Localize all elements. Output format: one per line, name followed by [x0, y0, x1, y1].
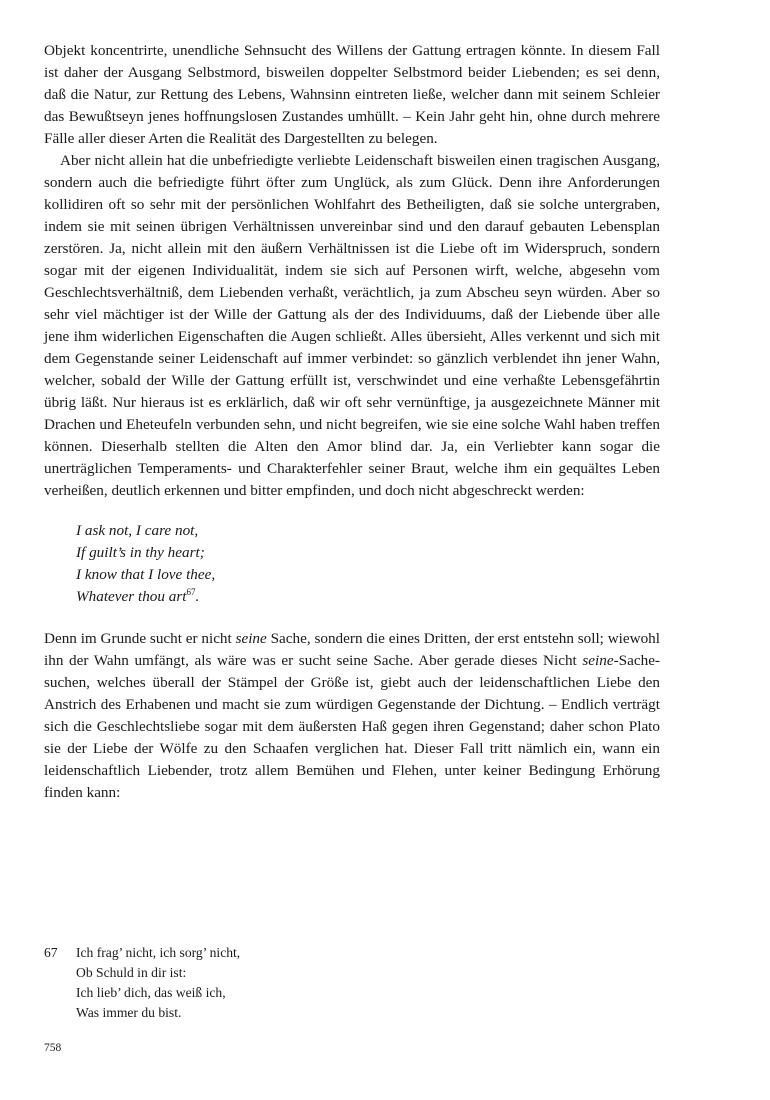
poem-line-last: [76, 586, 660, 608]
footnote-number: 67: [44, 945, 58, 960]
footnote-reference[interactable]: 67: [186, 587, 196, 597]
english-poem: [76, 520, 660, 608]
poem-end-punct: .: [195, 588, 200, 605]
footnote-line: Was immer du bist.: [76, 1005, 182, 1020]
italic-text: seine: [235, 630, 267, 647]
footnote-line: Ich lieb’ dich, das weiß ich,: [76, 985, 226, 1000]
footnote-line: Ob Schuld in dir ist:: [76, 965, 187, 980]
poem-line: I ask not, I care not,: [76, 522, 199, 539]
footnote: [44, 943, 660, 1023]
closing-paragraph: [44, 628, 660, 804]
page-number: 758: [44, 1042, 62, 1054]
text-segment: -Sache-suchen, welches überall der Stämpel der Größe ist, giebt auch der leidenschaftlichen Liebe den Anstrich des Erhabenen und macht sie zum würdigen Gegenstande der Dichtung. – Endlich verträgt sich die Geschlechtsliebe sogar mit dem äußersten Haß gegen ihren Gegenstand; daher schon Plato sie der Liebe der Wölfe zu den Schaafen verglichen hat. Dieser Fall tritt nämlich ein, wann ein leidenschaftlich Liebender, trotz allem Bemühen und Flehen, unter keiner Bedingung Erhörung finden kann:: [44, 652, 660, 801]
page-body: [44, 40, 660, 804]
text-segment: Sache, sondern die eines Dritten, der erst entstehn soll; wiewohl ihn der Wahn umfängt, als wäre was er sucht seine Sache. Aber gerade dieses Nicht: [44, 630, 660, 669]
poem-line: If guilt’s in thy heart;: [76, 544, 205, 561]
text-segment: Aber nicht allein hat die unbefriedigte verliebte Leidenschaft bisweilen einen tragischen Ausgang, sondern auch die befriedigte führt öfter zum Unglück, als zum Glück. Denn ihre Anforderungen kollidiren oft so sehr mit der persönlichen Wohlfahrt des Betheiligten, daß sie solche untergraben, indem sie mit seinen übrigen Verhältnissen unvereinbar sind und den darauf gebauten Lebensplan zerstören. Ja, nicht allein mit den äußern Verhältnissen ist die Liebe oft im Widerspruch, sondern sogar mit der eigenen Individualität, indem sie sich auf Personen wirft, welche, abgesehn vom Geschlechtsverhältniß, dem Liebenden verhaßt, verächtlich, ja zum Abscheu seyn würden. Aber so sehr viel mächtiger ist der Wille der Gattung als der des Individuums, daß der Liebende über alle jene ihm widerlichen Eigenschaften die Augen schließt. Alles übersieht, Alles verkennt und sich mit dem Gegenstande seiner Leidenschaft auf immer verbindet: so gänzlich verblendet ihn jener Wahn, welcher, sobald der Wille der Gattung erfüllt ist, verschwindet und eine verhaßte Lebensgefährtin übrig läßt. Nur hieraus ist es erklärlich, daß wir oft sehr vernünftige, ja ausgezeichnete Männer mit Drachen und Eheteufeln verbunden sehn, und nicht begreifen, wie sie eine solche Wahl haben treffen können. Dieserhalb stellten die Alten den Amor blind dar. Ja, ein Verliebter kann sogar die unerträglichen Temperaments- und Charakterfehler seiner Braut, welche ihm ein gequältes Leben verheißen, deutlich erkennen und bitter empfinden, und doch nicht abgeschreckt werden:: [44, 152, 660, 499]
body-text: [44, 40, 660, 502]
italic-text: seine: [582, 652, 614, 669]
paragraph: [44, 40, 660, 150]
poem-line: I know that I love thee,: [76, 566, 216, 583]
paragraph: [44, 150, 660, 502]
text-segment: Denn im Grunde sucht er nicht: [44, 630, 236, 647]
footnote-line: Ich frag’ nicht, ich sorg’ nicht,: [76, 945, 241, 960]
poem-line-text: Whatever thou art: [76, 588, 187, 605]
text-segment: Objekt koncentrirte, unendliche Sehnsucht des Willens der Gattung ertragen könnte. In diesem Fall ist daher der Ausgang Selbstmord, bisweilen doppelter Selbstmord beider Liebenden; es sei denn, daß die Natur, zur Rettung des Lebens, Wahnsinn eintreten ließe, welcher dann mit seinem Schleier das Bewußtseyn jenes hoffnungslosen Zustandes umhüllt. – Kein Jahr geht hin, ohne durch mehrere Fälle aller dieser Arten die Realität des Dargestellten zu belegen.: [44, 42, 660, 147]
